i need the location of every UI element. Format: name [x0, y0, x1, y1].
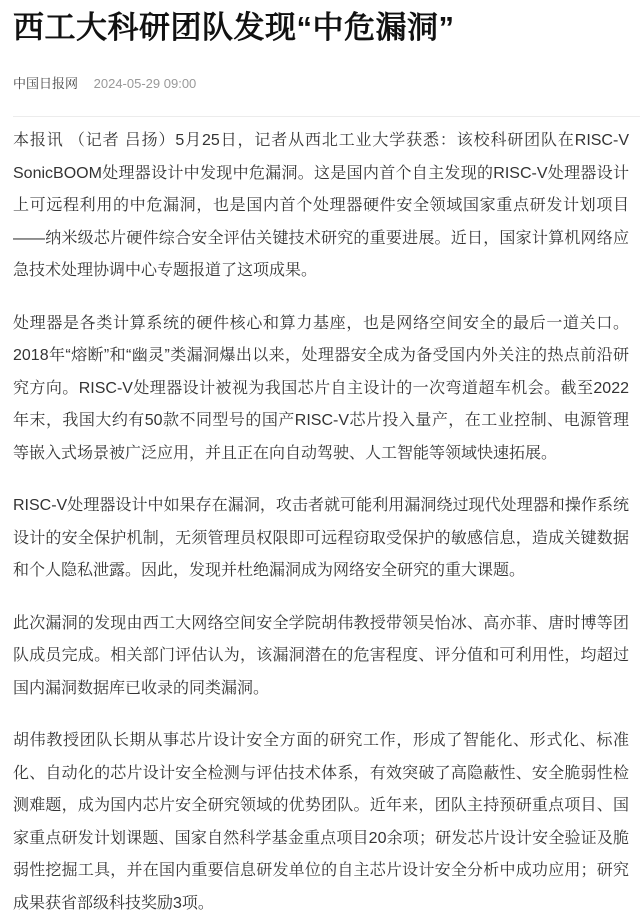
paragraph: RISC-V处理器设计中如果存在漏洞，攻击者就可能利用漏洞绕过现代处理器和操作系统设计的安全保护机制，无须管理员权限即可远程窃取受保护的敏感信息，造成关键数据和个人隐私泄露。因此，发现并杜绝漏洞成为网络安全研究的重大课题。: [13, 497, 629, 579]
paragraph: 胡伟教授团队长期从事芯片设计安全方面的研究工作，形成了智能化、形式化、标准化、自动化的芯片设计安全检测与评估技术体系，有效突破了高隐蔽性、安全脆弱性检测难题，成为国内芯片安全研究领域的优势团队。近年来，团队主持预研重点项目、国家重点研发计划课题、国家自然科学基金重点项目20余项；研发芯片设计安全验证及脆弱性挖掘工具，并在国内重要信息研发单位的自主芯片设计安全分析中成功应用；研究成果获省部级科技奖励3项。: [13, 732, 629, 912]
paragraph: 处理器是各类计算系统的硬件核心和算力基座，也是网络空间安全的最后一道关口。2018年“熔断”和“幽灵”类漏洞爆出以来，处理器安全成为备受国内外关注的热点前沿研究方向。RISC-V处理器设计被视为我国芯片自主设计的一次弯道超车机会。截至2022年末，我国大约有50款不同型号的国产RISC-V芯片投入量产，在工业控制、电源管理等嵌入式场景被广泛应用，并且正在向自动驾驶、人工智能等领域快速拓展。: [13, 314, 629, 462]
article-source[interactable]: 中国日报网: [13, 76, 79, 91]
divider: [13, 116, 640, 117]
article-title: 西工大科研团队发现“中危漏洞”: [13, 10, 455, 45]
article-body: [13, 125, 629, 920]
article-meta: [13, 74, 640, 94]
article-date: 2024-05-29 09:00: [93, 76, 197, 91]
paragraph: 本报讯 （记者 吕扬）5月25日，记者从西北工业大学获悉：该校科研团队在RISC-V SonicBOOM处理器设计中发现中危漏洞。这是国内首个自主发现的RISC-V处理器设计上可远程利用的中危漏洞，也是国内首个处理器硬件安全领域国家重点研发计划项目——纳米级芯片硬件综合安全评估关键技术研究的重要进展。近日，国家计算机网络应急技术处理协调中心专题报道了这项成果。: [13, 132, 629, 279]
paragraph: 此次漏洞的发现由西工大网络空间安全学院胡伟教授带领吴怡冰、高亦菲、唐时博等团队成员完成。相关部门评估认为，该漏洞潜在的危害程度、评分值和可利用性，均超过国内漏洞数据库已收录的同类漏洞。: [13, 614, 629, 697]
